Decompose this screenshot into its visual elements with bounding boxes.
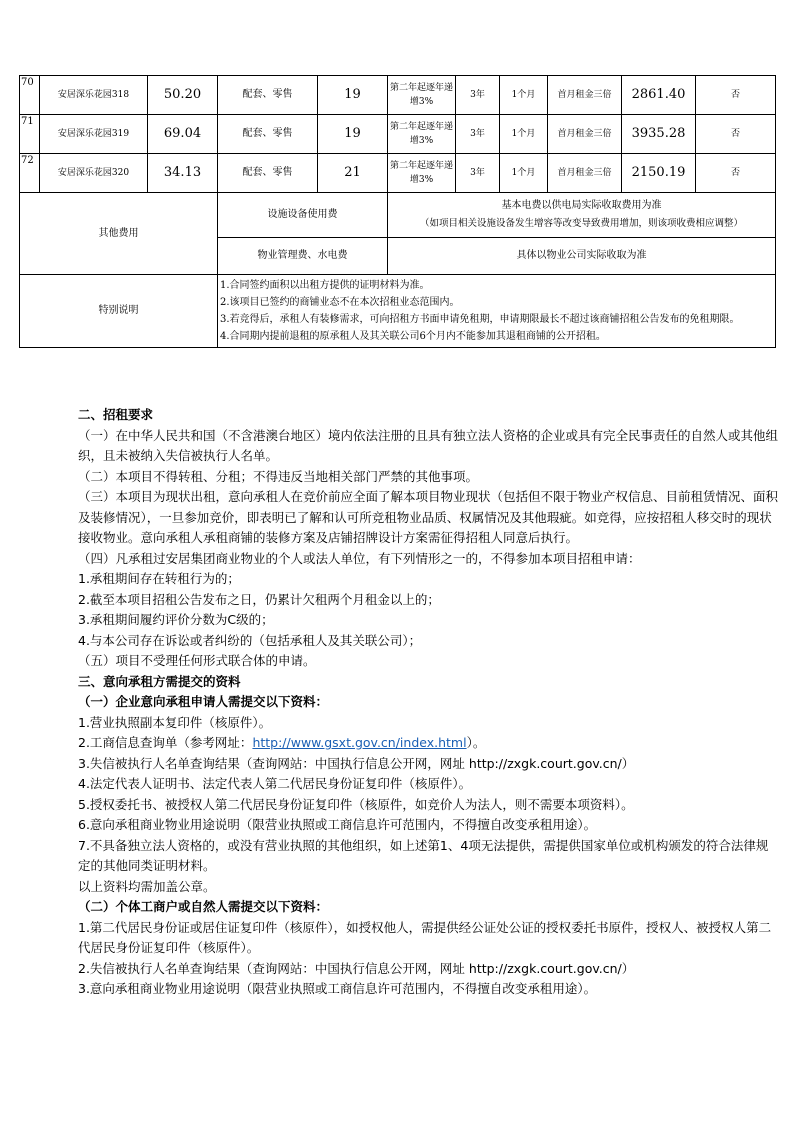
property-fee-label: 物业管理费、水电费	[218, 238, 388, 275]
table-row	[20, 115, 776, 154]
special-label: 特别说明	[20, 275, 218, 348]
paragraph: （五）项目不受理任何形式联合体的申请。	[78, 653, 316, 668]
row-number: 70	[20, 76, 40, 115]
increase: 第二年起逐年递增3%	[388, 76, 456, 115]
gsxt-link[interactable]: http://www.gsxt.gov.cn/index.html	[252, 735, 467, 750]
row-number: 72	[20, 154, 40, 193]
table-row	[20, 154, 776, 193]
free-period: 1个月	[500, 76, 548, 115]
deposit: 首月租金三倍	[548, 115, 622, 154]
list-item: 1.第二代居民身份证或居住证复印件（核原件），如授权他人，需提供经公证处公证的授权委托书原件，授权人、被授权人第二代居民身份证复印件（核原件）。	[78, 919, 772, 955]
section-2-title: 二、招租要求	[78, 407, 154, 422]
special-note: 4.合同期内提前退租的原承租人及其关联公司6个月内不能参加其退租商铺的公开招租。	[220, 331, 606, 342]
list-item: 3.失信被执行人名单查询结果（查询网站：中国执行信息公开网，网址 http://zxgk.court.gov.cn/）	[78, 755, 635, 771]
flag: 否	[696, 115, 776, 154]
free-period: 1个月	[500, 115, 548, 154]
facility-fee-line2: （如项目相关设施设备发生增容等改变导致费用增加，则该项收费相应调整）	[419, 218, 743, 229]
shop-name: 安居深乐花园319	[40, 115, 148, 154]
list-item: 3.承租期间履约评价分数为C级的；	[78, 612, 274, 627]
paragraph: （三）本项目为现状出租，意向承租人在竞价前应全面了解本项目物业现状（包括但不限于物业产权信息、目前租赁情况、面积及装修情况），一旦参加竞价，即表明已了解和认可所竞租物业品质、权属情况及其他瑕疵。如竞得，应按招租人移交时的现状接收物业。意向承租人承租商铺的装修方案及店铺招牌设计方案需征得招租人同意后执行。	[78, 489, 779, 545]
deposit: 首月租金三倍	[548, 154, 622, 193]
list-item: 5.授权委托书、被授权人第二代居民身份证复印件（核原件，如竞价人为法人，则不需要本项资料）。	[78, 796, 634, 812]
list-item: 1.营业执照副本复印件（核原件）。	[78, 714, 272, 730]
use: 配套、零售	[218, 154, 318, 193]
area: 34.13	[148, 154, 218, 193]
facility-fee-label: 设施设备使用费	[218, 193, 388, 238]
rental-table	[19, 75, 776, 348]
increase: 第二年起逐年递增3%	[388, 154, 456, 193]
flag: 否	[696, 76, 776, 115]
flag: 否	[696, 154, 776, 193]
term-count: 19	[318, 115, 388, 154]
area: 50.20	[148, 76, 218, 115]
paragraph: （四）凡承租过安居集团商业物业的个人或法人单位，有下列情形之一的，不得参加本项目招租申请：	[78, 550, 641, 566]
special-notes	[218, 275, 776, 348]
facility-fee-line1: 基本电费以供电局实际收取费用为准	[501, 200, 662, 211]
facility-fee-row	[20, 193, 776, 238]
facility-fee-value	[388, 193, 776, 238]
list-item: 2.截至本项目招租公告发布之日，仍累计欠租两个月租金以上的；	[78, 591, 440, 607]
list-item: 1.承租期间存在转租行为的；	[78, 571, 240, 586]
special-note: 3.若竞得后，承租人有装修需求，可向招租方书面申请免租期，申请期限最长不超过该商铺招租公告发布的免租期限。	[220, 314, 740, 325]
list-item-text: ）。	[466, 735, 486, 750]
term-count: 21	[318, 154, 388, 193]
body-text	[78, 405, 778, 1000]
paragraph: 以上资料均需加盖公章。	[78, 878, 216, 894]
special-row	[20, 275, 776, 348]
list-item	[78, 733, 778, 754]
free-period: 1个月	[500, 154, 548, 193]
shop-name: 安居深乐花园320	[40, 154, 148, 193]
lease-term: 3年	[456, 76, 500, 115]
deposit: 首月租金三倍	[548, 76, 622, 115]
special-note: 2.该项目已签约的商铺业态不在本次招租业态范围内。	[220, 297, 460, 308]
list-item: 7.不具备独立法人资格的，或没有营业执照的其他组织，如上述第1、4项无法提供，需提供国家单位或机构颁发的符合法律规定的其他同类证明材料。	[78, 837, 769, 873]
paragraph: （一）在中华人民共和国（不含港澳台地区）境内依法注册的且具有独立法人资格的企业或具有完全民事责任的自然人或其他组织，且未被纳入失信被执行人名单。	[78, 427, 779, 463]
list-item: 4.法定代表人证明书、法定代表人第二代居民身份证复印件（核原件）。	[78, 776, 472, 791]
subsection-title: （二）个体工商户或自然人需提交以下资料：	[78, 899, 329, 914]
rent: 2150.19	[622, 154, 696, 193]
list-item: 3.意向承租商业物业用途说明（限营业执照或工商信息许可范围内，不得擅自改变承租用途）。	[78, 981, 597, 996]
use: 配套、零售	[218, 115, 318, 154]
other-fees-label: 其他费用	[20, 193, 218, 275]
lease-term: 3年	[456, 154, 500, 193]
rent: 3935.28	[622, 115, 696, 154]
rent: 2861.40	[622, 76, 696, 115]
subsection-title: （一）企业意向承租申请人需提交以下资料：	[78, 694, 329, 709]
term-count: 19	[318, 76, 388, 115]
use: 配套、零售	[218, 76, 318, 115]
increase: 第二年起逐年递增3%	[388, 115, 456, 154]
paragraph: （二）本项目不得转租、分租；不得违反当地相关部门严禁的其他事项。	[78, 468, 479, 484]
list-item: 6.意向承租商业物业用途说明（限营业执照或工商信息许可范围内，不得擅自改变承租用途）。	[78, 817, 597, 832]
list-item: 2.失信被执行人名单查询结果（查询网站：中国执行信息公开网，网址 http://zxgk.court.gov.cn/）	[78, 960, 635, 976]
area: 69.04	[148, 115, 218, 154]
row-number: 71	[20, 115, 40, 154]
list-item-text: 2.工商信息查询单（参考网址：	[78, 735, 253, 750]
list-item: 4.与本公司存在诉讼或者纠纷的（包括承租人及其关联公司）；	[78, 632, 422, 648]
shop-name: 安居深乐花园318	[40, 76, 148, 115]
section-3-title: 三、意向承租方需提交的资料	[78, 673, 241, 689]
special-note: 1.合同签约面积以出租方提供的证明材料为准。	[220, 280, 430, 291]
table-row	[20, 76, 776, 115]
property-fee-value: 具体以物业公司实际收取为准	[388, 238, 776, 275]
lease-term: 3年	[456, 115, 500, 154]
